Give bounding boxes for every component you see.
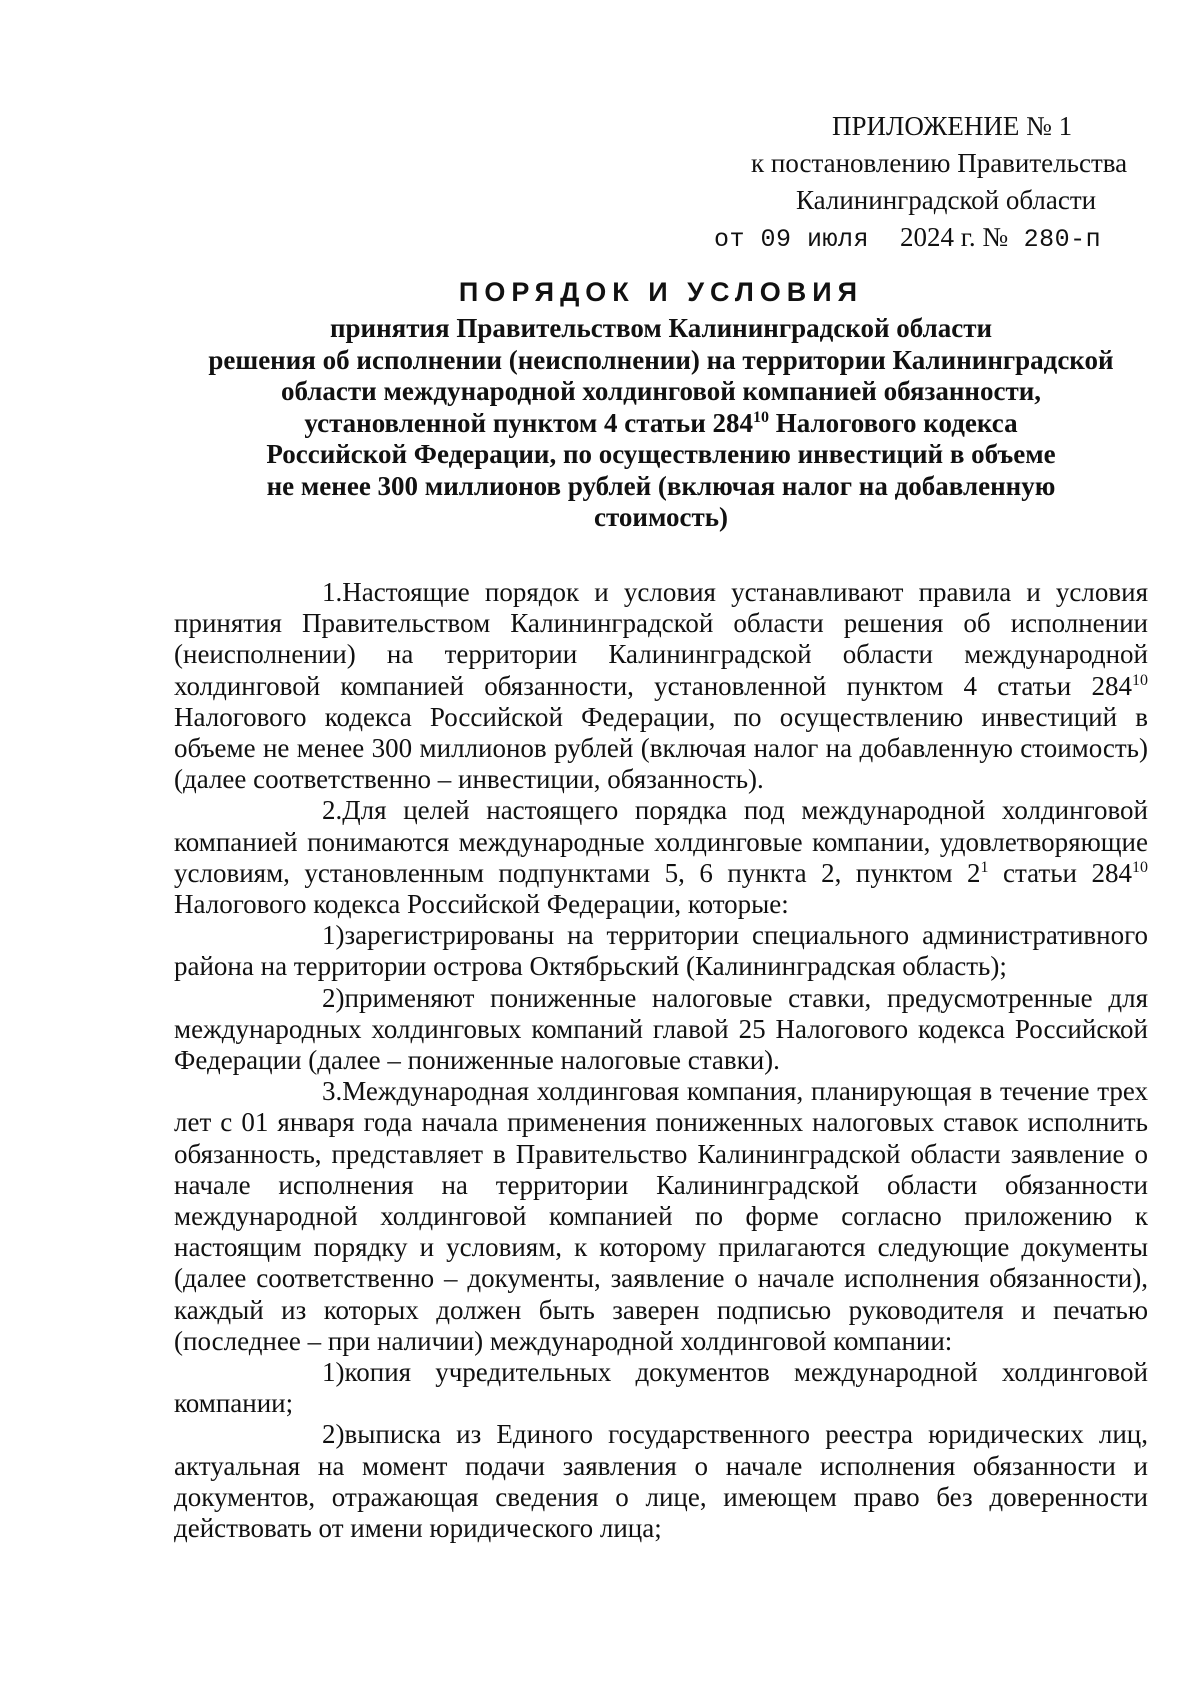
paragraph-text: Для целей настоящего порядка под международной холдинговой компанией понимаются международные холдинговые компании, удовлетворяющие условиям, установленным подпунктами 5, 6 пункта 2, пунктом 2: [174, 795, 1148, 888]
appendix-year: 2024 г. №: [900, 222, 1009, 252]
subparagraph-2-2: [174, 983, 1148, 1077]
paragraph-text: Международная холдинговая компания, планирующая в течение трех лет с 01 января года начала применения пониженных налоговых ставок исполнить обязанность, представляет в Правительство Калининградской области заявление о начале исполнения на территории Калининградской области обязанности международной холдинговой компанией по форме согласно приложению к настоящим порядку и условиям, к которому прилагаются следующие документы (далее соответственно – документы, заявление о начале исполнения обязанности), каждый из которых должен быть заверен подписью руководителя и печатью (последнее – при наличии) международной холдинговой компании:: [174, 1076, 1148, 1356]
appendix-region-line: Калининградской области: [796, 185, 1097, 215]
superscript: 1: [980, 858, 989, 876]
subparagraph-number: 1): [322, 1357, 345, 1388]
appendix-header: [714, 108, 1134, 258]
paragraph-3: [174, 1076, 1148, 1357]
appendix-resolution-line: к постановлению Правительства: [751, 148, 1128, 178]
paragraph-text: зарегистрированы на территории специального административного района на территории острова Октябрьский (Калининградская область);: [174, 920, 1148, 982]
subparagraph-number: 1): [322, 920, 345, 951]
superscript: 10: [753, 408, 770, 426]
title-main: ПОРЯДОК И УСЛОВИЯ: [458, 277, 864, 307]
title-line: решения об исполнении (неисполнении) на территории Калининградской: [208, 344, 1114, 375]
appendix-title: ПРИЛОЖЕНИЕ № 1: [832, 111, 1073, 141]
paragraph-text: Налогового кодекса Российской Федерации, которые:: [174, 889, 789, 920]
paragraph-text: выписка из Единого государственного реестра юридических лиц, актуальная на момент подачи заявления о начале исполнения обязанности и документов, отражающая сведения о лице, имеющем право без доверенности действовать от имени юридического лица;: [174, 1419, 1148, 1544]
paragraph-number: 2.: [322, 795, 343, 826]
superscript: 10: [1132, 671, 1148, 689]
document-title: [174, 274, 1148, 534]
paragraph-text: применяют пониженные налоговые ставки, предусмотренные для международных холдинговых компаний главой 25 Налогового кодекса Российской Федерации (далее – пониженные налоговые ставки).: [174, 982, 1148, 1076]
paragraph-number: 1.: [322, 577, 343, 607]
title-line: области международной холдинговой компанией обязанности,: [280, 376, 1042, 406]
paragraph-text: статьи 284: [988, 857, 1132, 888]
subparagraph-number: 2): [322, 982, 345, 1013]
paragraph-number: 3.: [322, 1076, 343, 1107]
appendix-date-line: [714, 219, 1134, 258]
paragraph-text: Настоящие порядок и условия устанавливают правила и условия принятия Правительством Калининградской области решения об исполнении (неисполнении) на территории Калининградской области международной холдинговой компанией обязанности, установленной пунктом 4 статьи 284: [174, 577, 1148, 701]
document-body: [174, 577, 1148, 1544]
paragraph-2: [174, 795, 1148, 920]
paragraph-text: копия учредительных документов международной холдинговой компании;: [174, 1357, 1148, 1419]
superscript: 10: [1132, 858, 1148, 876]
title-text: установленной пунктом 4 статьи 284: [304, 407, 754, 438]
subparagraph-3-1: [174, 1357, 1148, 1419]
title-line: [174, 408, 1148, 440]
title-line: не менее 300 миллионов рублей (включая налог на добавленную: [266, 470, 1056, 501]
appendix-date: от 09 июля: [714, 225, 870, 254]
title-text: Налогового кодекса: [769, 407, 1018, 438]
appendix-number: 280-п: [1023, 225, 1102, 254]
title-line: Российской Федерации, по осуществлению инвестиций в объеме: [266, 439, 1056, 469]
title-subtitle: [174, 313, 1148, 534]
title-line: принятия Правительством Калининградской области: [329, 313, 993, 343]
subparagraph-3-2: [174, 1419, 1148, 1544]
paragraph-1: [174, 577, 1148, 795]
subparagraph-number: 2): [322, 1419, 345, 1450]
paragraph-text: Налогового кодекса Российской Федерации, по осуществлению инвестиций в объеме не менее 300 миллионов рублей (включая налог на добавленную стоимость) (далее соответственно – инвестиции, обязанность).: [174, 701, 1148, 795]
title-line: стоимость): [594, 502, 728, 532]
subparagraph-2-1: [174, 920, 1148, 982]
